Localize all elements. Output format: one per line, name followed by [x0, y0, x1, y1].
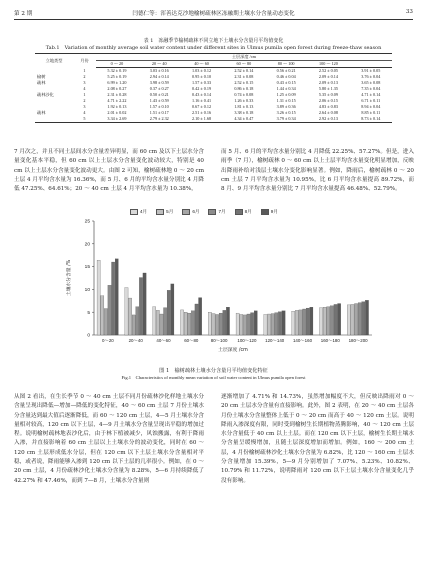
bar-9月-40～60 [171, 284, 174, 335]
cell-value: 2.06 ± 0.15 [318, 98, 338, 103]
cell-value: 6.71 ± 0.11 [361, 98, 381, 103]
col-header-depth-0: 0 ～ 20 [96, 61, 138, 68]
col-header-depth-extra [350, 61, 392, 68]
cell-value: 8.73 ± 0.14 [350, 116, 392, 123]
figure-caption-cn: 图 1 榆树疏林土壤水分含量月平均值变化特征 [159, 368, 268, 374]
legend-swatch [235, 209, 243, 215]
bar-5月-20～40 [128, 298, 131, 335]
cell-value: 7.35 ± 0.04 [361, 86, 381, 91]
cell-value: 0.50 ± 0.21 [149, 92, 169, 97]
legend-item [156, 209, 173, 215]
legend-item [130, 209, 147, 215]
cell-value: 0.67 ± 0.12 [192, 104, 212, 109]
bar-6月-180～200 [354, 304, 357, 335]
cell-site: 疏林沙化 [37, 92, 54, 97]
body-paragraph: 7 月次之，并且不同土层间水分含量差异明显，而 60 cm 及以下土层水分含量变化基本平稳，但 60 cm 以上土层水分含量变化波动较大，特别是 40 cm 以上土层水分含量变化波动更大。由图 2 可知，榆树疏林地 0 ～ 20 cm 土层 4 月平均含水量为 16.36%，而 5 月、6 月的平均含水量分别比 4 月降低 47.25%、64.61%；20 ～ 40 cm 土层 4 月平均含水量为 10.38%， [14, 149, 204, 193]
cell-value: 4.71 ± 0.14 [361, 92, 381, 97]
cell-value: 5.35 ± 0.09 [318, 92, 338, 97]
bar-5月-100～120 [240, 314, 243, 335]
bar-9月-160～180 [338, 304, 341, 335]
cell-value: 2.94 ± 0.14 [149, 74, 169, 79]
bar-6月-120～140 [271, 314, 274, 335]
table-row [35, 116, 392, 123]
cell-month: 2 [83, 98, 86, 103]
cell-month: 4 [83, 110, 86, 115]
body-paragraph: 而 5 月、6 月的平均含水量分别比 4 月降低 22.25%、57.27%。但是，进入雨季（7 月），榆树疏林 0 ～ 60 cm 以上土层平均含水量变化明显增加，反映出降雨补给对浅层土壤水分变化影响显著。例如，降雨后，榆树疏林 0 ～ 20 cm 土层 7 月平均含水量为 10.95%，比 6 月平均含水量提高 89.72%，而 8 月、9 月平均含水量分别比 7 月平均含水量提高 46.48%、52.79%。 [221, 149, 414, 193]
col-header-depth-3: 60 ～ 80 [223, 61, 265, 68]
cell-value: 0.95 ± 0.10 [192, 74, 212, 79]
cell-value: 5.80 ± 1.35 [318, 86, 338, 91]
legend-swatch [156, 209, 164, 215]
legend-label: 8月 [244, 209, 252, 214]
cell-month: 2 [83, 74, 86, 79]
bar-8月-60～80 [195, 304, 198, 335]
cell-value: 1.25 ± 0.09 [276, 92, 296, 97]
col-header-depth-5: 100 ～ 120 [307, 61, 349, 68]
cell-value: 3.76 ± 0.04 [361, 74, 381, 79]
chart-canvas [60, 205, 380, 355]
x-axis-label: 土层深度 /cm [218, 348, 248, 353]
header-rule [14, 19, 413, 20]
cell-value: 2.10 ± 1.68 [180, 116, 222, 123]
col-header-depth: 土层深度 /cm [96, 54, 392, 61]
cell-value: 4.71 ± 2.22 [107, 98, 127, 103]
legend-swatch [182, 209, 190, 215]
cell-value: 2.52 ± 0.05 [318, 68, 338, 73]
cell-value: 1.51 ± 0.17 [149, 110, 169, 115]
legend-label: 9月 [270, 209, 278, 214]
cell-value: 1.92 ± 0.13 [107, 104, 127, 109]
cell-value: 2.01 ± 0.02 [107, 110, 127, 115]
cell-value: 1.44 ± 0.34 [276, 86, 296, 91]
running-title: 闫德仁等：浑善达克沙地榆树疏林区冻融期土壤水分含量动态变化 [132, 11, 295, 17]
cell-value: 0.86 ± 0.18 [234, 86, 254, 91]
bar-7月-20～40 [136, 307, 139, 335]
cell-value: 0.43 ± 0.15 [276, 80, 296, 85]
cell-value: 2.64 ± 0.08 [318, 110, 338, 115]
cell-value: 4.83 ± 0.83 [318, 104, 338, 109]
running-header [14, 9, 413, 19]
cell-month: 3 [83, 80, 86, 85]
x-tick-label: 80～100 [210, 338, 228, 343]
bar-5月-80～100 [212, 314, 215, 335]
cell-month: 5 [73, 116, 96, 123]
legend-swatch [261, 209, 269, 215]
cell-value: 2.09 ± 0.13 [318, 80, 338, 85]
table-caption-cn: 表 1 冻融季节榆树疏林不同立地下土壤水分含量月平均值变化 [143, 38, 284, 44]
legend-label: 4月 [140, 209, 148, 214]
bar-9月-20～40 [143, 273, 146, 335]
cell-value: 2.92 ± 0.13 [307, 116, 349, 123]
x-tick-label: 0～20 [102, 338, 114, 343]
figure-caption-en: Fig.1 Characteristics of monthly mean variation of soil water content in Ulmus pumila open forest [121, 375, 306, 380]
cell-value: 3.34 ± 2.69 [96, 116, 138, 123]
bar-7月-60～80 [191, 311, 194, 335]
bar-5月-60～80 [184, 312, 187, 335]
legend-item [182, 209, 199, 215]
bar-6月-160～180 [327, 307, 330, 335]
cell-value: 3.79 ± 0.34 [265, 116, 307, 123]
bar-7月-100～120 [247, 314, 250, 335]
bar-4月-20～40 [125, 288, 128, 335]
cell-value: 5.25 ± 0.19 [107, 74, 127, 79]
bar-8月-80～100 [223, 310, 226, 335]
cell-value: 1.81 ± 0.13 [234, 104, 254, 109]
cell-value: 1.26 ± 0.33 [234, 98, 254, 103]
bar-9月-120～140 [282, 311, 285, 335]
cell-value: 2.51 ± 0.16 [192, 110, 212, 115]
cell-value: 4.34 ± 0.47 [223, 116, 265, 123]
legend-label: 7月 [218, 209, 226, 214]
bar-8月-140～160 [306, 308, 309, 335]
cell-site: 疏林 [37, 80, 46, 85]
cell-value: 3.65 ± 0.08 [361, 80, 381, 85]
bar-9月-140～160 [310, 307, 313, 335]
bar-7月-160～180 [330, 306, 333, 335]
bar-6月-0～20 [104, 309, 107, 335]
bar-6月-100～120 [243, 315, 246, 335]
page-number: 33 [405, 9, 413, 15]
col-header-depth-1: 20 ～ 40 [138, 61, 180, 68]
cell-value: 8.94 ± 0.04 [361, 104, 381, 109]
cell-site: 疏林 [37, 110, 46, 115]
cell-value: 8.85 ± 0.11 [361, 110, 381, 115]
cell-value: 2.09 ± 0.14 [318, 74, 338, 79]
bar-4月-160～180 [319, 308, 322, 335]
col-header-depth-2: 40 ～ 60 [180, 61, 222, 68]
legend-swatch [130, 209, 138, 215]
bar-4月-140～160 [292, 311, 295, 335]
body-paragraph: 逐渐增加了 4.71% 和 14.73%，虽然增加幅度不大，但反映出降雨对 0 ～ 20 cm 土层水分含量有直接影响。此外，图 2 表明，在 20 ～ 40 cm 土层各月份土壤水分含量整体上低于 0 ～ 20 cm 而高于 40 ～ 120 cm 土层。说明降雨入渗深度有限，同时受到榆树生长期植物蒸腾影响，40 ～ 120 cm 土层水分含量低于 40 cm 以上土层。而在 120 cm 以下土层，榆树生长期土壤水分含量呈缓慢增加，且随土层深度增加而增加。例如，160 ～ 200 cm 土层，4 月份榆树疏林沙化土壤水分含量为 6.82%，比 120 ～ 160 cm 土层水分含量增加 15.39%，5—9 月分别增加了 7.07%、5.23%、10.82%、10.79% 和 11.72%，说明降雨对 120 cm 以下土层土壤水分含量变化几乎没有影响。 [221, 394, 414, 484]
col-header-month: 月份 [73, 54, 96, 68]
cell-value: 0.46 ± 0.04 [276, 74, 296, 79]
cell-value: 2.31 ± 0.08 [234, 74, 254, 79]
bar-9月-60～80 [199, 298, 202, 335]
y-tick-label: 15 [84, 265, 90, 271]
cell-value: 2.79 ± 2.32 [138, 116, 180, 123]
col-header-depth-4: 80 ～ 100 [265, 61, 307, 68]
table-caption-en: Tab.1 Variation of monthly average soil water content under different sites in Ulmus pumila open forest during freeze-thaw season [45, 45, 382, 51]
cell-value: 0.37 ± 0.27 [149, 86, 169, 91]
bar-5月-160～180 [323, 307, 326, 335]
y-tick-label: 10 [84, 288, 90, 293]
cell-value: 3.26 ± 0.15 [276, 110, 296, 115]
x-tick-label: 40～60 [156, 338, 171, 343]
cell-value: 0.43 ± 0.14 [192, 92, 212, 97]
cell-month: 3 [83, 104, 86, 109]
soil-water-chart [60, 205, 380, 355]
cell-value: 0.74 ± 0.08 [234, 92, 254, 97]
legend-label: 6月 [192, 209, 200, 214]
bar-5月-40～60 [156, 310, 159, 335]
bar-8月-20～40 [139, 278, 142, 335]
bar-7月-140～160 [303, 309, 306, 335]
x-tick-label: 20～40 [128, 338, 143, 343]
cell-site [35, 116, 73, 123]
y-tick-label: 5 [87, 310, 90, 316]
y-tick-label: 0 [87, 333, 90, 339]
bar-4月-180～200 [347, 305, 350, 335]
bar-8月-0～20 [112, 262, 115, 335]
cell-value: 1.16 ± 0.41 [192, 98, 212, 103]
x-tick-label: 180～200 [348, 338, 368, 343]
issue-number: 第 2 期 [14, 11, 33, 17]
legend-swatch [208, 209, 216, 215]
bar-7月-40～60 [164, 308, 167, 335]
cell-value: 2.52 ± 0.14 [234, 68, 254, 73]
cell-month: 4 [83, 86, 86, 91]
bar-9月-80～100 [226, 307, 229, 335]
bar-4月-60～80 [180, 310, 183, 335]
bar-4月-100～120 [236, 313, 239, 335]
bar-8月-120～140 [278, 312, 281, 335]
cell-value: 0.56 ± 0.21 [276, 68, 296, 73]
bar-4月-40～60 [153, 307, 156, 335]
bar-7月-80～100 [219, 313, 222, 335]
bar-9月-0～20 [115, 259, 118, 335]
bar-4月-120～140 [264, 314, 267, 335]
y-axis-label: 土壤水分含量 /% [67, 259, 72, 297]
bar-5月-0～20 [101, 296, 104, 335]
bar-8月-180～200 [362, 302, 365, 335]
bar-9月-180～200 [365, 300, 368, 335]
bar-5月-140～160 [295, 310, 298, 335]
soil-water-table [35, 53, 392, 123]
x-tick-label: 160～180 [320, 338, 340, 343]
bar-7月-180～200 [358, 303, 361, 335]
legend-item [208, 209, 225, 215]
bar-4月-0～20 [97, 260, 100, 335]
bar-8月-40～60 [167, 290, 170, 335]
y-tick-label: 20 [84, 242, 90, 248]
bar-5月-180～200 [351, 304, 354, 335]
bar-6月-140～160 [299, 310, 302, 335]
bar-8月-100～120 [251, 313, 254, 335]
bar-7月-120～140 [275, 313, 278, 335]
chart-legend [130, 209, 278, 215]
cell-month: 1 [83, 92, 86, 97]
cell-value: 1.31 ± 0.15 [276, 98, 296, 103]
x-tick-label: 120～140 [265, 338, 285, 343]
bar-6月-60～80 [188, 313, 191, 335]
cell-value: 2.31 ± 0.28 [107, 92, 127, 97]
cell-site: 榆树 [37, 74, 46, 79]
body-paragraph: 从图 2 看出，在生长季节 0 ～ 40 cm 土层不同月份疏林沙化样地土壤水分含量呈现出降低—增加—降低的变化特征，40 ～ 60 cm 土层 7 月份土壤水分含量达到最大值后逐渐降低，而 60 ～ 120 cm 土层，4—5 月土壤水分含量相对较高，120 cm 以下土层，4—9 月土壤水分含量呈现出平稳的增加过程。说明榆树疏林地表沙化后，由于林下植被减少，风蚀搬露，有利于降雨入渗，并直接影响着 60 cm 土层以上土壤水分的波动变化，同时在 60 ～ 120 cm 土层形成低水分层，但在 120 cm 以下土层土壤水分含量相对平稳，或者说，降雨能够入渗到 120 cm 以下土层的几率很小。例如，在 0 ～ 20 cm 土层，4 月份疏林沙化土壤水分含量为 8.28%，5—6 月持续降低了 42.27% 和 47.46%，而到 7—8 月，土壤水分含量则 [14, 394, 204, 484]
x-tick-label: 140～160 [292, 338, 313, 343]
legend-item [235, 209, 252, 215]
bar-4月-80～100 [208, 312, 211, 335]
col-header-site: 立地类型 [35, 54, 73, 68]
bar-7月-0～20 [108, 285, 111, 335]
cell-value: 3.03 ± 0.16 [149, 68, 169, 73]
y-tick-label: 25 [84, 219, 90, 225]
cell-value: 1.57 ± 0.10 [149, 104, 169, 109]
cell-value: 2.52 ± 0.15 [234, 80, 254, 85]
bar-9月-100～120 [254, 311, 257, 335]
legend-item [261, 209, 278, 215]
cell-value: 3.89 ± 0.36 [276, 104, 296, 109]
bar-5月-120～140 [267, 314, 270, 335]
x-tick-label: 100～120 [237, 338, 257, 343]
bar-6月-20～40 [132, 315, 135, 335]
cell-value: 1.43 ± 0.59 [149, 98, 169, 103]
bar-8月-160～180 [334, 304, 337, 335]
legend-label: 5月 [166, 209, 174, 214]
cell-value: 0.42 ± 0.19 [192, 86, 212, 91]
cell-value: 2.08 ± 0.27 [107, 86, 127, 91]
cell-value: 3.91 ± 0.05 [361, 68, 381, 73]
cell-value: 3.38 ± 0.18 [234, 110, 254, 115]
cell-value: 1.57 ± 0.33 [192, 80, 212, 85]
cell-value: 6.99 ± 1.20 [107, 80, 127, 85]
bar-6月-40～60 [160, 314, 163, 335]
cell-value: 1.03 ± 0.12 [192, 68, 212, 73]
x-tick-label: 60～80 [184, 338, 199, 343]
bar-6月-80～100 [215, 314, 218, 335]
cell-value: 3.98 ± 0.59 [149, 80, 169, 85]
cell-value: 5.32 ± 0.19 [107, 68, 127, 73]
cell-month: 1 [83, 67, 86, 73]
